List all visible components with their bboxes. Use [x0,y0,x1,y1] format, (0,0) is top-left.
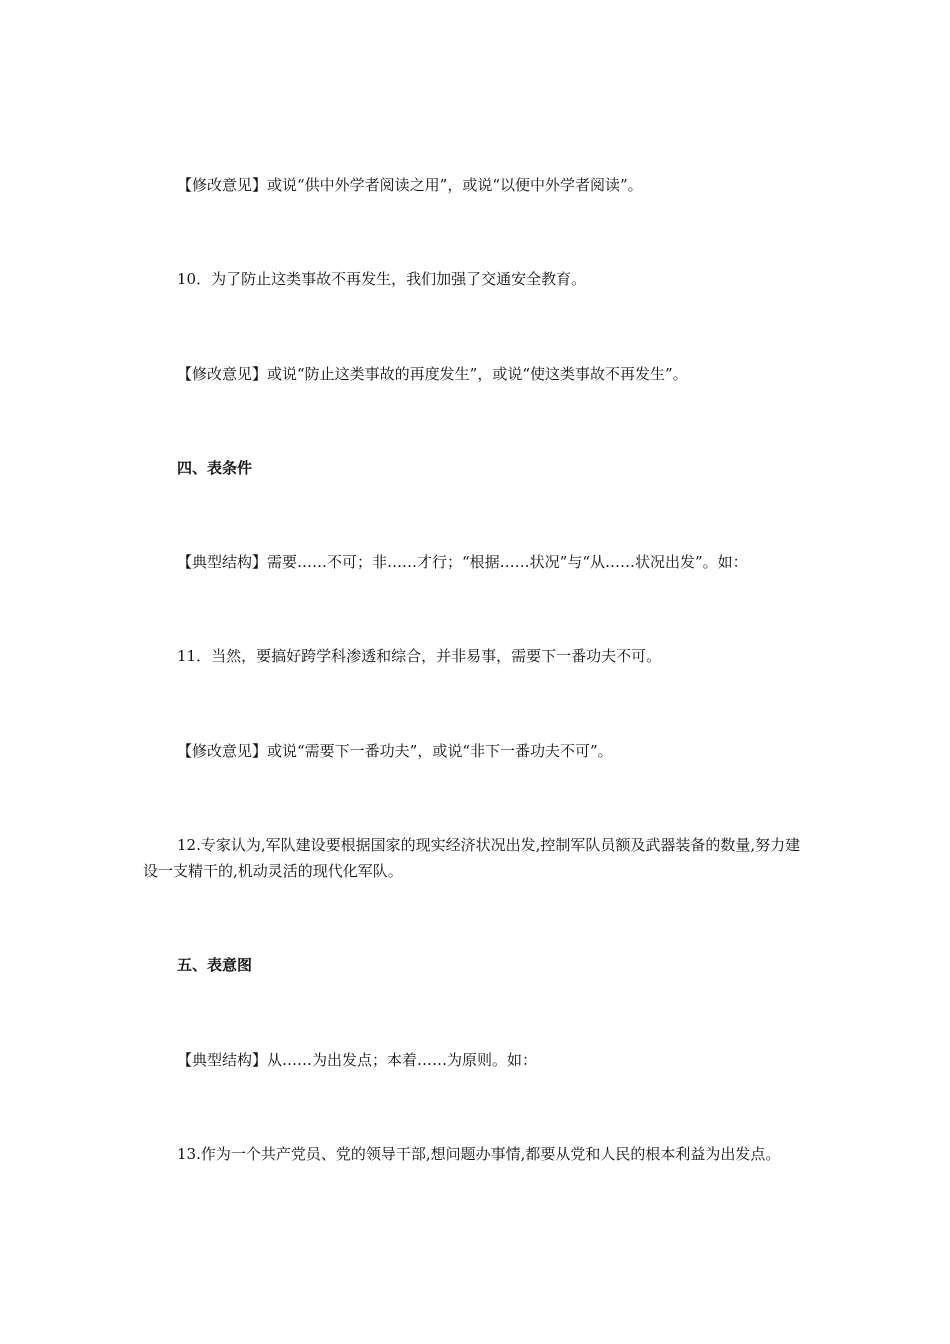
section-heading-condition: 四、表条件 [177,459,253,477]
example-sentence-11: 11．当然，要搞好跨学科渗透和综合，并非易事，需要下一番功夫不可。 [177,647,662,665]
example-sentence-12: 12.专家认为,军队建设要根据国家的现实经济状况出发,控制军队员额及武器装备的数量,努力建设一支精干的,机动灵活的现代化军队。 [143,836,801,880]
example-sentence-10: 10．为了防止这类事故不再发生，我们加强了交通安全教育。 [177,270,587,288]
revision-note-11: 【修改意见】或说“需要下一番功夫”，或说“非下一番功夫不可”。 [177,742,613,760]
section-heading-intention: 五、表意图 [177,956,253,974]
revision-note-10: 【修改意见】或说“防止这类事故的再度发生”，或说“使这类事故不再发生”。 [177,365,688,383]
typical-structure-condition: 【典型结构】需要……不可；非……才行；“根据……状况”与“从……状况出发”。如： [177,553,748,571]
example-sentence-13: 13.作为一个共产党员、党的领导干部,想问题办事情,都要从党和人民的根本利益为出发点。 [177,1145,781,1163]
revision-note-9: 【修改意见】或说“供中外学者阅读之用”，或说“以便中外学者阅读”。 [177,176,643,194]
typical-structure-intention: 【典型结构】从……为出发点；本着……为原则。如： [177,1051,538,1069]
